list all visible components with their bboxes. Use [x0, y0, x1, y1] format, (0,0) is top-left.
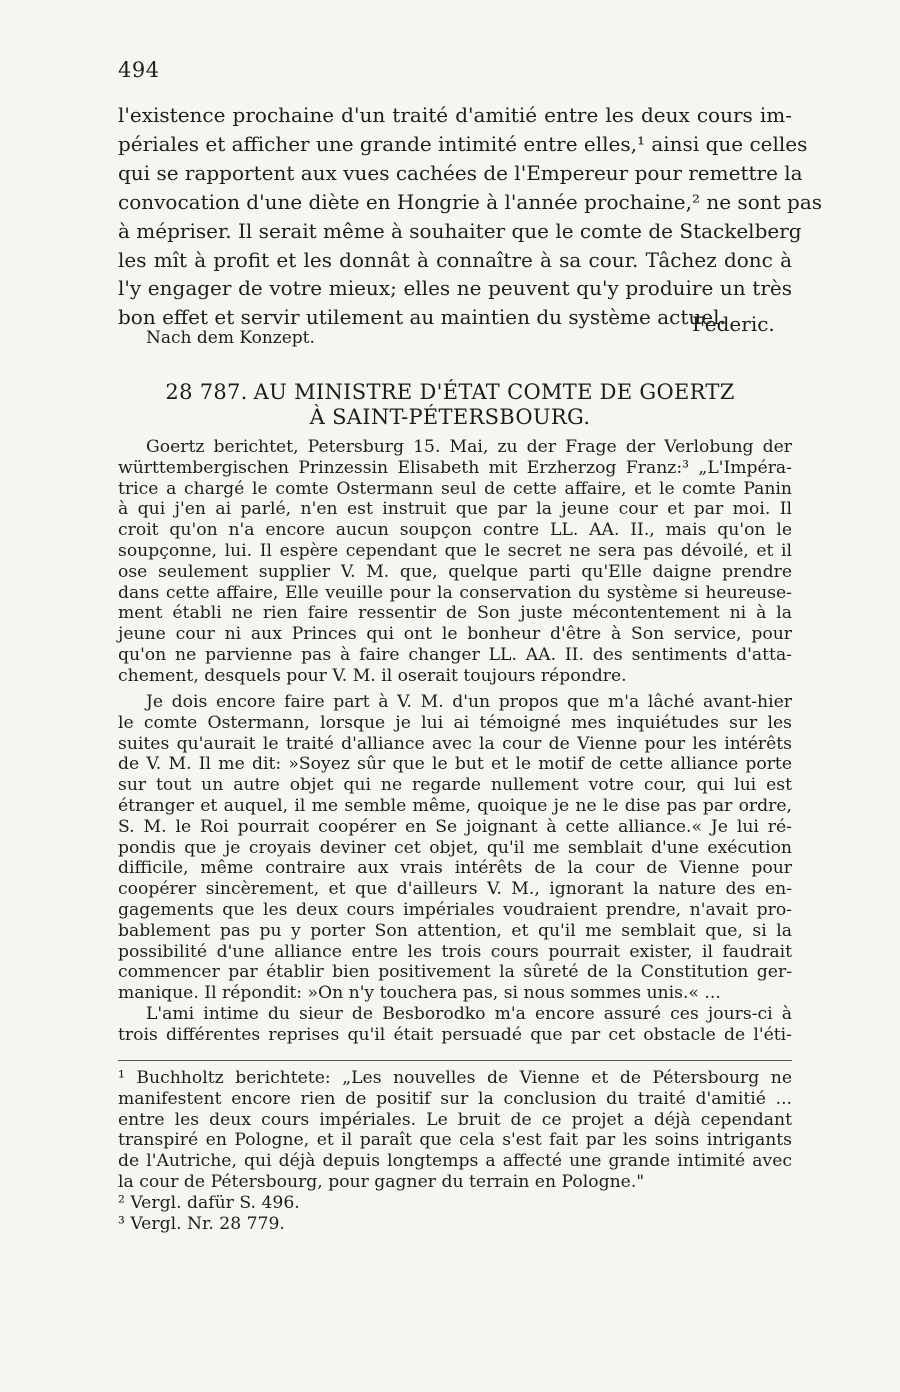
heading-title: AU MINISTRE D'ÉTAT COMTE DE GOERTZ: [253, 380, 735, 404]
footnote-line: transpiré en Pologne, et il paraît que cela s'est fait par les soins intrigants: [118, 1130, 792, 1151]
intro-line: les mît à profit et les donnât à connaître à sa cour. Tâchez donc à: [118, 247, 792, 272]
letter-line: coopérer sincèrement, et que d'ailleurs V. M., ignorant la nature des en-: [118, 879, 792, 900]
letter-line: L'ami intime du sieur de Besborodko m'a encore assuré ces jours-ci à: [146, 1003, 792, 1024]
letter-line: sur tout un autre objet qui ne regarde nullement votre cour, qui lui est: [118, 775, 792, 796]
intro-line: à mépriser. Il serait même à souhaiter que le comte de Stackelberg: [118, 218, 802, 243]
footnote-line: ³ Vergl. Nr. 28 779.: [118, 1213, 285, 1234]
document-heading: [0, 380, 900, 430]
letter-line: suites qu'aurait le traité d'alliance avec la cour de Vienne pour les intérêts: [118, 733, 792, 754]
letter-line: gagements que les deux cours impériales voudraient prendre, n'avait pro-: [118, 899, 792, 920]
intro-line: l'existence prochaine d'un traité d'amitié entre les deux cours im-: [118, 103, 792, 127]
regest-line: trice a chargé le comte Ostermann seul de cette affaire, et le comte Panin: [118, 478, 792, 499]
footnote-line: ² Vergl. dafür S. 496.: [118, 1192, 300, 1213]
letter-line: de V. M. Il me dit: »Soyez sûr que le but et le motif de cette alliance porte: [118, 754, 792, 775]
regest-line: dans cette affaire, Elle veuille pour la conservation du système si heureuse-: [118, 582, 792, 603]
letter-line: Je dois encore faire part à V. M. d'un propos que m'a lâché avant-hier: [146, 692, 792, 712]
source-note: Nach dem Konzept.: [146, 328, 315, 348]
regest-line: chement, desquels pour V. M. il oserait toujours répondre.: [118, 665, 627, 686]
letter-line: bablement pas pu y porter Son attention, et qu'il me semblait que, si la: [118, 920, 792, 941]
regest-line: Goertz berichtet, Petersburg 15. Mai, zu der Frage der Verlobung der: [146, 437, 792, 457]
letter-line: étranger et auquel, il me semble même, quoique je ne le dise pas par ordre,: [118, 795, 792, 816]
letter-line: commencer par établir bien positivement la sûreté de la Constitution ger-: [118, 962, 792, 983]
intro-line: bon effet et servir utilement au maintien du système actuel.: [118, 305, 726, 330]
letter-line: difficile, même contraire aux vrais intérêts de la cour de Vienne pour: [118, 858, 792, 879]
signature: Federic.: [692, 312, 775, 336]
letter-line: S. M. le Roi pourrait coopérer en Se joignant à cette alliance.« Je lui ré-: [118, 816, 792, 837]
regest-line: ose seulement supplier V. M. que, quelque parti qu'Elle daigne prendre: [118, 561, 792, 582]
footnotes: [118, 1068, 792, 1234]
letter-body: [118, 692, 792, 1046]
regest-line: à qui j'en ai parlé, n'en est instruit que par la jeune cour et par moi. Il: [118, 499, 792, 520]
regest-paragraph: [118, 437, 792, 687]
intro-line: l'y engager de votre mieux; elles ne peuvent qu'y produire un très: [118, 276, 792, 301]
letter-line: possibilité d'une alliance entre les trois cours pourrait exister, il faudrait: [118, 941, 792, 962]
page-number: 494: [118, 58, 160, 82]
footnote-line: ¹ Buchholtz berichtete: „Les nouvelles de Vienne et de Pétersbourg ne: [118, 1068, 792, 1088]
regest-line: soupçonne, lui. Il espère cependant que le secret ne sera pas dévoilé, et il: [118, 540, 792, 561]
regest-line: croit qu'on n'a encore aucun soupçon contre LL. AA. II., mais qu'on le: [118, 520, 792, 541]
heading-line-1: [0, 380, 900, 405]
letter-line: manique. Il répondit: »On n'y touchera pas, si nous sommes unis.« ...: [118, 983, 721, 1004]
intro-paragraph: [118, 101, 823, 332]
letter-line: trois différentes reprises qu'il était persuadé que par cet obstacle de l'éti-: [118, 1024, 792, 1045]
footnote-divider: [118, 1060, 792, 1061]
intro-line: qui se rapportent aux vues cachées de l'Empereur pour remettre la: [118, 160, 803, 185]
footnote-line: manifestent encore rien de positif sur la conclusion du traité d'amitié ...: [118, 1088, 792, 1109]
document-number: 28 787.: [165, 380, 248, 404]
footnote-line: de l'Autriche, qui déjà depuis longtemps a affecté une grande intimité avec: [118, 1151, 792, 1172]
regest-line: württembergischen Prinzessin Elisabeth mit Erzherzog Franz:³ „L'Impéra-: [118, 457, 792, 478]
letter-line: le comte Ostermann, lorsque je lui ai témoigné mes inquiétudes sur les: [118, 712, 792, 733]
regest-line: qu'on ne parvienne pas à faire changer LL. AA. II. des sentiments d'atta-: [118, 644, 792, 665]
intro-line: convocation d'une diète en Hongrie à l'année prochaine,² ne sont pas: [118, 189, 823, 214]
regest-line: jeune cour ni aux Princes qui ont le bonheur d'être à Son service, pour: [118, 624, 792, 645]
footnote-line: la cour de Pétersbourg, pour gagner du terrain en Pologne.": [118, 1171, 645, 1192]
letter-line: pondis que je croyais deviner cet objet, qu'il me semblait d'une exécution: [118, 837, 792, 858]
footnote-line: entre les deux cours impériales. Le bruit de ce projet a déjà cependant: [118, 1109, 792, 1130]
regest-line: ment établi ne rien faire ressentir de Son juste mécontentement ni à la: [118, 603, 792, 624]
intro-line: périales et afficher une grande intimité entre elles,¹ ainsi que celles: [118, 131, 808, 156]
heading-line-2: À SAINT-PÉTERSBOURG.: [309, 405, 591, 429]
